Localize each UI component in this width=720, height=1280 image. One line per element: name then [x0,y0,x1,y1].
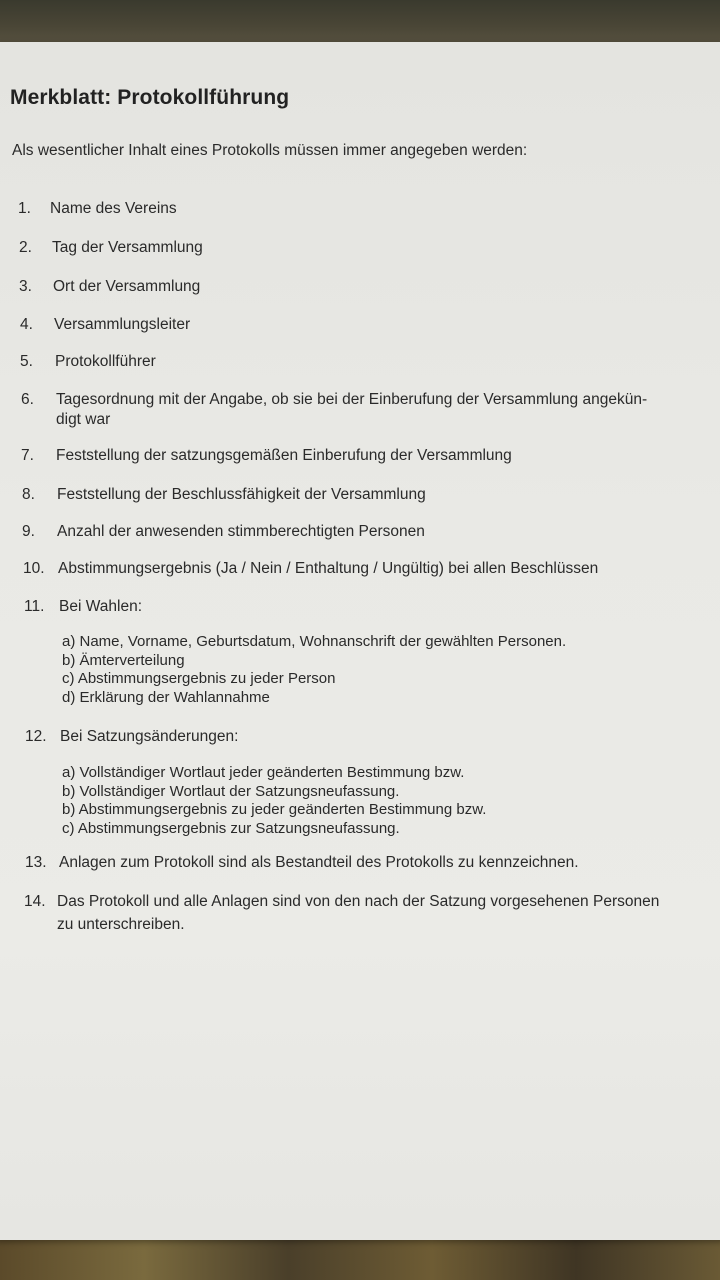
item-text: Ort der Versammlung [53,278,201,295]
sublist-item: a) Vollständiger Wortlaut jeder geänderten Bestimmung bzw. [62,764,465,781]
item-text: Protokollführer [55,353,156,370]
item-text-line1: Tagesordnung mit der Angabe, ob sie bei der Einberufung der Versammlung angekün- [56,391,648,408]
item-text-line1: Das Protokoll und alle Anlagen sind von den nach der Satzung vorgesehenen Personen [57,893,660,910]
item-text: Anzahl der anwesenden stimmberechtigten Personen [57,523,425,540]
item-number: 3. [19,278,32,295]
item-number: 7. [21,447,34,464]
sublist-item: c) Abstimmungsergebnis zur Satzungsneufassung. [62,819,400,837]
item-text: Tag der Versammlung [52,239,203,256]
sublist [62,764,486,838]
item-text: Versammlungsleiter [54,316,191,333]
item-number: 9. [22,523,35,540]
item-number: 4. [20,316,33,333]
item-text: Bei Wahlen: [59,598,142,615]
document-title: Merkblatt: Protokollführung [10,86,290,109]
item-text-line2: digt war [56,411,111,428]
item-number: 2. [19,239,32,256]
sublist-item: b) Ämterverteilung [62,651,185,669]
sublist-item: c) Abstimmungsergebnis zu jeder Person [62,670,336,687]
item-text: Feststellung der satzungsgemäßen Einberufung der Versammlung [56,447,512,464]
item-text-line2: zu unterschreiben. [57,916,185,933]
sublist-item: b) Vollständiger Wortlaut der Satzungsneufassung. [62,782,400,800]
item-text: Name des Vereins [50,200,177,217]
item-number: 10. [23,560,45,577]
item-number: 12. [25,728,47,745]
item-number: 8. [22,486,35,503]
item-number: 5. [20,353,33,370]
item-number: 1. [18,200,31,217]
intro-text: Als wesentlicher Inhalt eines Protokolls müssen immer angegeben werden: [12,142,528,159]
item-text: Feststellung der Beschlussfähigkeit der Versammlung [57,486,426,503]
sublist-item: d) Erklärung der Wahlannahme [62,688,270,706]
item-number: 6. [21,391,34,408]
background-top [0,0,720,48]
item-number: 11. [24,598,45,615]
sublist-item: a) Name, Vorname, Geburtsdatum, Wohnanschrift der gewählten Personen. [62,633,567,650]
sublist-item: b) Abstimmungsergebnis zu jeder geänderten Bestimmung bzw. [62,801,487,818]
item-text: Anlagen zum Protokoll sind als Bestandteil des Protokolls zu kennzeichnen. [59,854,579,871]
item-text: Abstimmungsergebnis (Ja / Nein / Enthaltung / Ungültig) bei allen Beschlüssen [58,560,599,577]
item-number: 14. [24,893,46,910]
sublist [62,633,566,707]
item-text: Bei Satzungsänderungen: [60,728,239,745]
item-number: 13. [25,854,47,871]
